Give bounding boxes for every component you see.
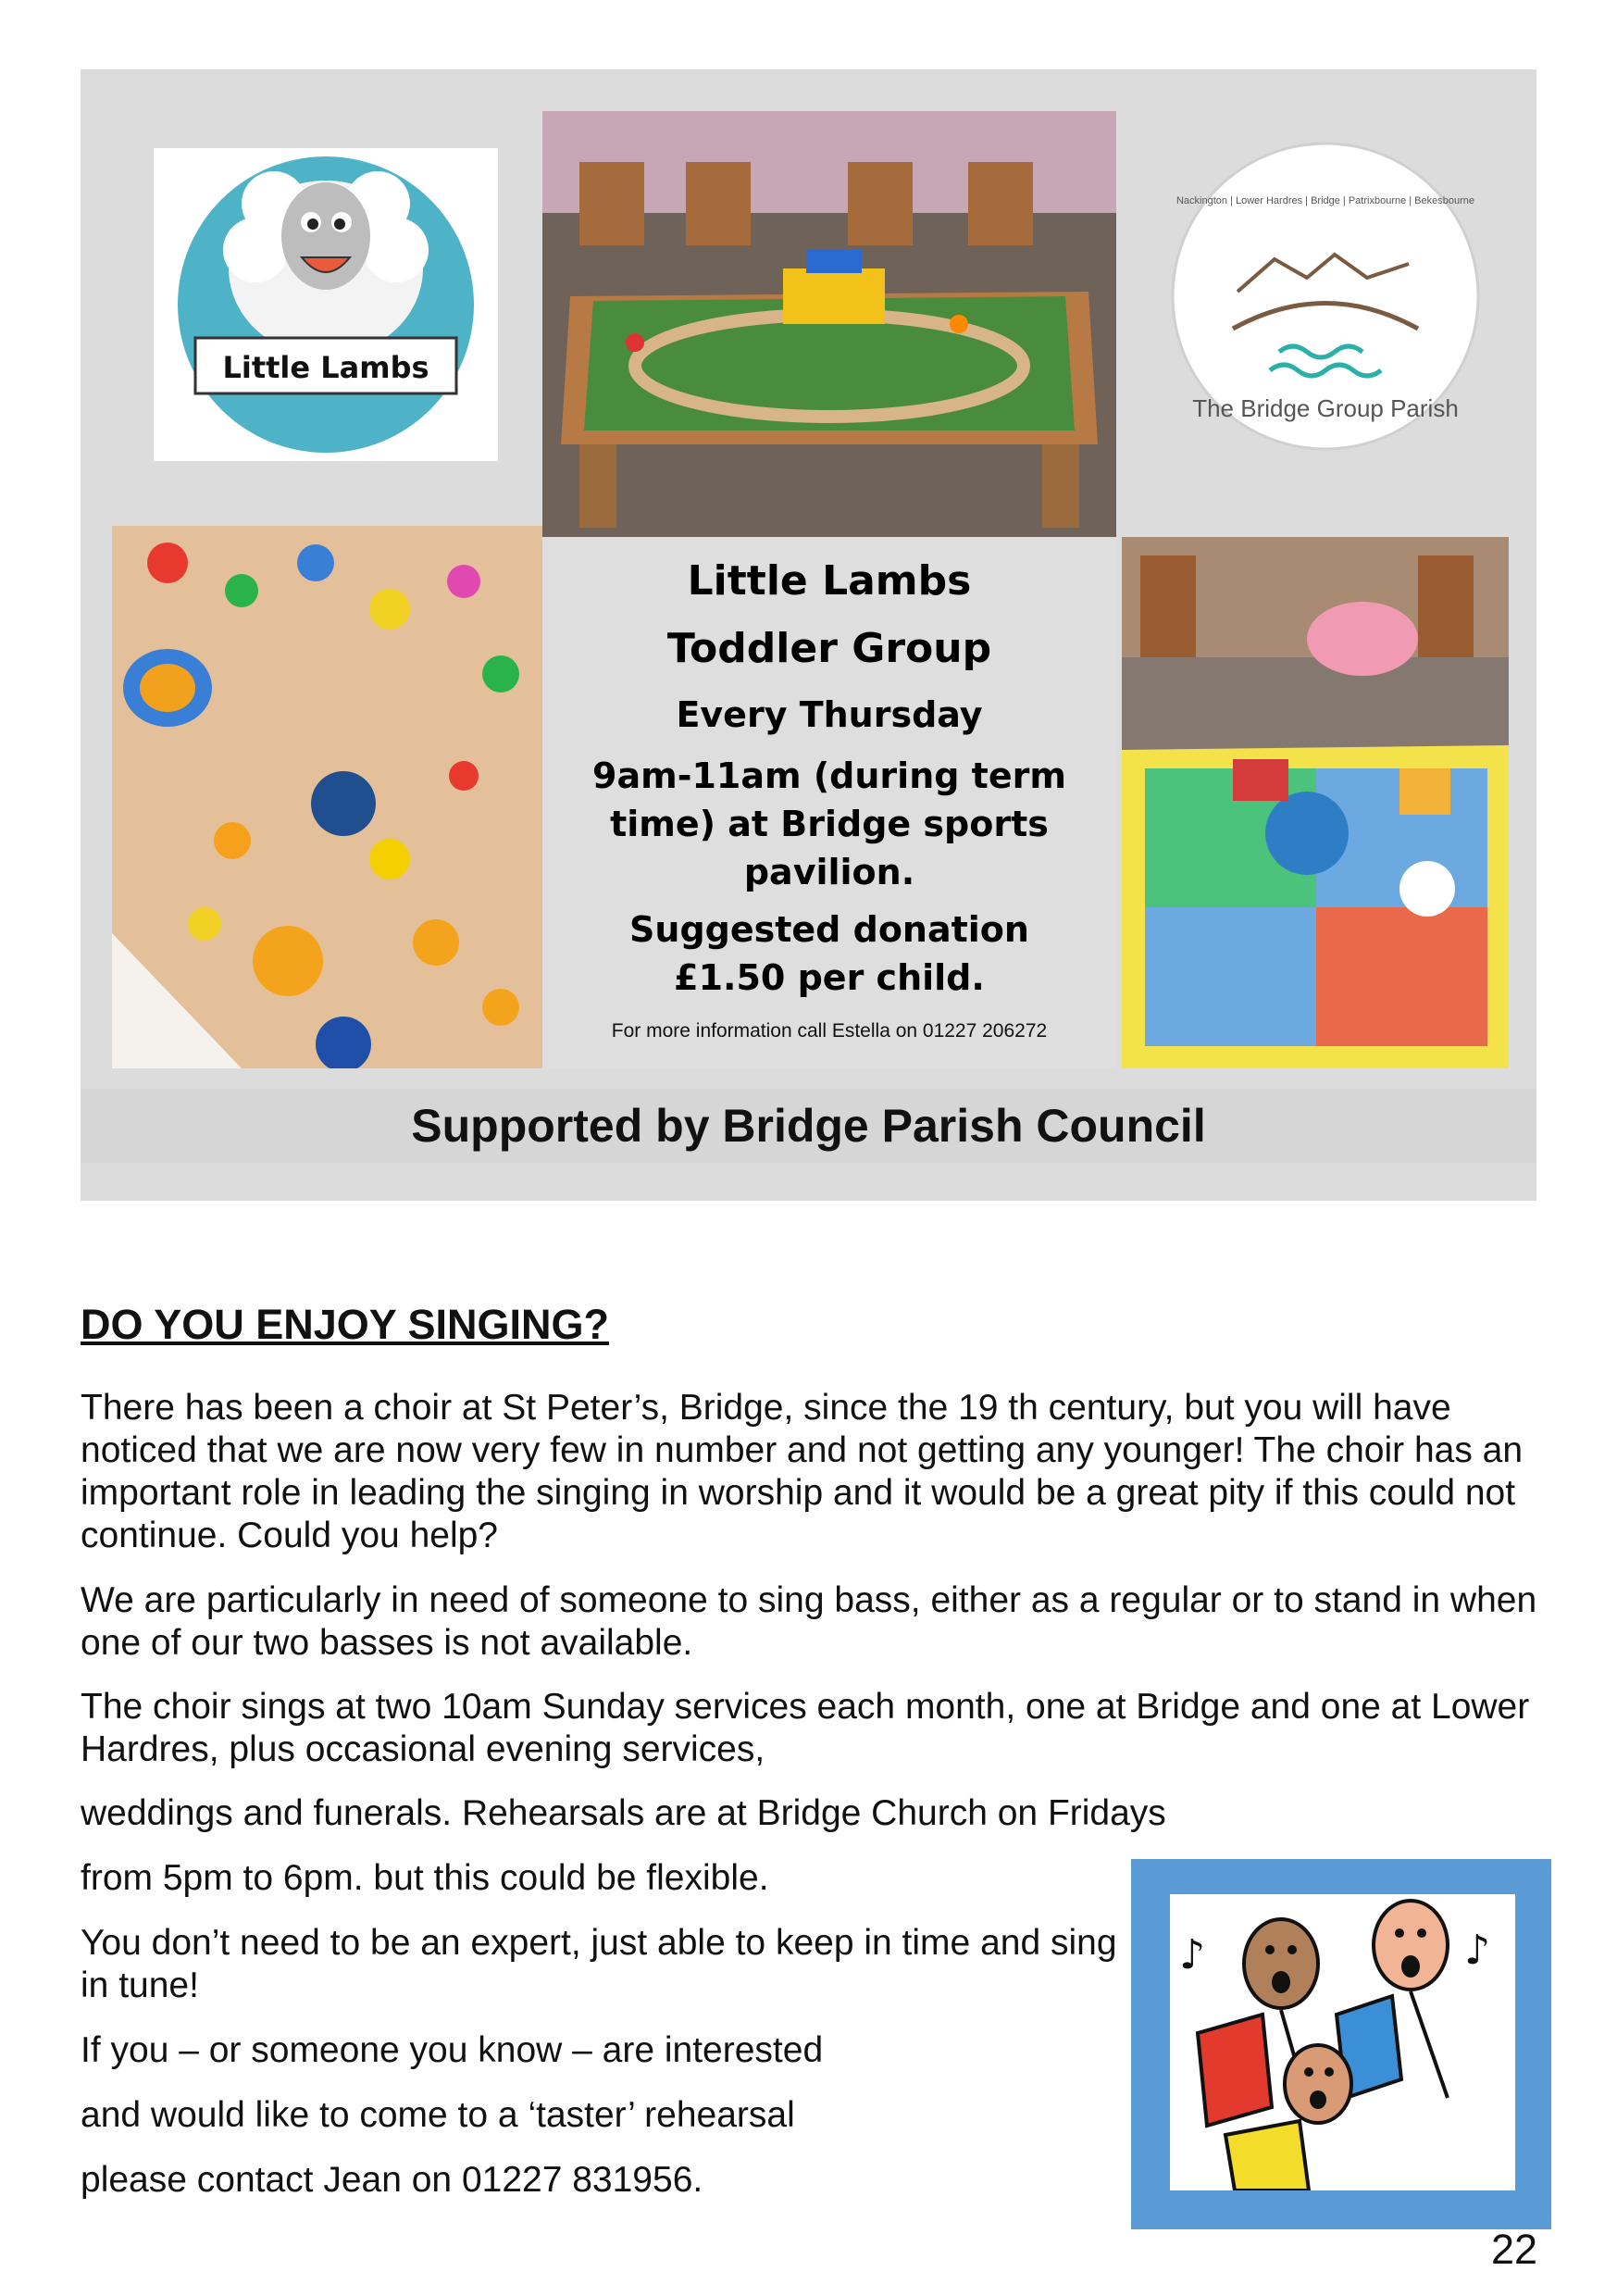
supported-by-banner: Supported by Bridge Parish Council [81, 1089, 1536, 1163]
flyer-contact-info: For more information call Estella on 01227 206272 [611, 1020, 1048, 1042]
choir-illustration [1170, 1894, 1515, 2190]
flyer-details [542, 537, 1116, 1068]
flyer-time-place: 9am-11am (during term time) at Bridge sports pavilion. [592, 755, 1066, 892]
article-paragraph-1: There has been a choir at St Peter’s, Bridge, since the 19 th century, but you will have noticed that we are now very few in number and not getting any younger! The choir has an important role in leading the singing in worship and it would be a great pity if this could not continue. Could you help? [81, 1388, 1524, 1555]
article-paragraph-2: We are particularly in need of someone to sing bass, either as a regular or to stand in when one of our two basses is not available. [81, 1580, 1537, 1663]
little-lambs-logo [154, 148, 498, 461]
article-paragraph-5: from 5pm to 6pm. but this could be flexible. [81, 1858, 769, 1898]
parish-ring-text: Nackington | Lower Hardres | Bridge | Patrixbourne | Bekesbourne [1175, 195, 1475, 206]
article-paragraph-8: and would like to come to a ‘taster’ rehearsal [81, 2095, 795, 2135]
choir-illustration-frame [1131, 1859, 1551, 2229]
article-paragraph-3: The choir sings at two 10am Sunday services each month, one at Bridge and one at Lower Hardres, plus occasional evening services, [81, 1687, 1530, 1769]
music-note-icon: ♪ [1464, 1927, 1491, 1974]
flyer-title-line2: Toddler Group [666, 625, 992, 672]
page-number: 22 [1490, 2226, 1537, 2273]
flyer-title-line1: Little Lambs [687, 557, 972, 605]
article-paragraph-7: If you – or someone you know – are interested [81, 2030, 824, 2070]
music-note-icon: ♪ [1179, 1931, 1206, 1978]
play-mat-photo [1122, 537, 1509, 1068]
train-table-photo [542, 111, 1116, 537]
article-paragraph-9: please contact Jean on 01227 831956. [81, 2160, 703, 2200]
article-paragraph-4: weddings and funerals. Rehearsals are at Bridge Church on Fridays [81, 1793, 1166, 1833]
play-dough-photo [112, 526, 542, 1068]
article-paragraph-6: You don’t need to be an expert, just able to keep in time and sing in tune! [81, 1923, 1117, 2005]
flyer-donation: Suggested donation £1.50 per child. [629, 909, 1029, 998]
bridge-group-parish-logo [1168, 139, 1483, 454]
parish-logo-text: The Bridge Group Parish [1192, 394, 1459, 422]
little-lambs-logo-text: Little Lambs [222, 350, 429, 385]
article-heading: DO YOU ENJOY SINGING? [81, 1301, 609, 1348]
flyer-day: Every Thursday [676, 694, 983, 735]
